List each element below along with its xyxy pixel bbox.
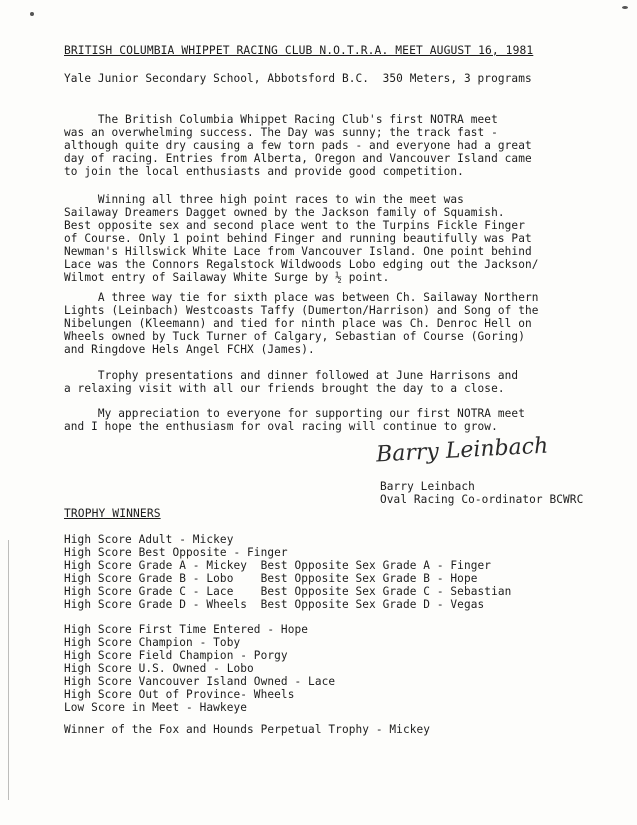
body-line: was an overwhelming success. The Day was sunny; the track fast - [64,126,498,139]
scan-speck [622,6,628,9]
body-line: My appreciation to everyone for supporting our first NOTRA meet [64,407,525,420]
body-line: Wilmot entry of Sailaway White Surge by ½ point. [64,271,390,284]
body-line: to join the local enthusiasts and provide good competition. [64,165,464,178]
body-line: Lace was the Connors Regalstock Wildwoods Lobo edging out the Jackson/ [64,258,539,271]
trophy-line: High Score Grade B - Lobo Best Opposite Sex Grade B - Hope [64,572,478,585]
body-line: The British Columbia Whippet Racing Club's first NOTRA meet [64,113,498,126]
body-line: Winning all three high point races to win the meet was [64,193,464,206]
trophy-heading: TROPHY WINNERS [64,507,161,520]
body-line: of Course. Only 1 point behind Finger and running beautifully was Pat [64,232,532,245]
trophy-line: High Score U.S. Owned - Lobo [64,662,254,675]
body-line: Nibelungen (Kleemann) and tied for ninth place was Ch. Denroc Hell on [64,317,532,330]
body-line: and I hope the enthusiasm for oval racing will continue to grow. [64,420,498,433]
body-line: Best opposite sex and second place went to the Turpins Fickle Finger [64,219,525,232]
body-line: and Ringdove Hels Angel FCHX (James). [64,343,315,356]
body-line: a relaxing visit with all our friends brought the day to a close. [64,382,505,395]
scan-edge-line [8,540,9,800]
scan-speck [30,12,34,16]
body-line: Wheels owned by Tuck Turner of Calgary, Sebastian of Course (Goring) [64,330,525,343]
body-line: Sailaway Dreamers Dagget owned by the Jackson family of Squamish. [64,206,505,219]
document-title: BRITISH COLUMBIA WHIPPET RACING CLUB N.O.T.R.A. MEET AUGUST 16, 1981 [64,44,534,57]
trophy-line: Low Score in Meet - Hawkeye [64,701,248,714]
handwritten-signature: Barry Leinbach [375,433,549,468]
trophy-line: High Score Best Opposite - Finger [64,546,288,559]
body-line: Newman's Hillswick White Lace from Vancouver Island. One point behind [64,245,532,258]
body-line: A three way tie for sixth place was between Ch. Sailaway Northern [64,291,539,304]
trophy-line: High Score Out of Province- Wheels [64,688,295,701]
document-subtitle: Yale Junior Secondary School, Abbotsford B.C. 350 Meters, 3 programs [64,72,532,85]
body-line: although quite dry causing a few torn pads - and everyone had a great [64,139,532,152]
body-line: Trophy presentations and dinner followed at June Harrisons and [64,369,519,382]
trophy-line: High Score Grade C - Lace Best Opposite Sex Grade C - Sebastian [64,585,512,598]
signature-name: Barry Leinbach [380,480,475,493]
body-line: Lights (Leinbach) Westcoasts Taffy (Dumerton/Harrison) and Song of the [64,304,539,317]
trophy-line: High Score First Time Entered - Hope [64,623,309,636]
trophy-line: Winner of the Fox and Hounds Perpetual Trophy - Mickey [64,723,431,736]
signature-role: Oval Racing Co-ordinator BCWRC [380,493,584,506]
trophy-line: High Score Field Champion - Porgy [64,649,288,662]
trophy-line: High Score Champion - Toby [64,636,241,649]
trophy-line: High Score Vancouver Island Owned - Lace [64,675,336,688]
trophy-line: High Score Grade D - Wheels Best Opposite Sex Grade D - Vegas [64,598,485,611]
trophy-line: High Score Grade A - Mickey Best Opposite Sex Grade A - Finger [64,559,492,572]
body-line: day of racing. Entries from Alberta, Oregon and Vancouver Island came [64,152,532,165]
trophy-line: High Score Adult - Mickey [64,533,234,546]
